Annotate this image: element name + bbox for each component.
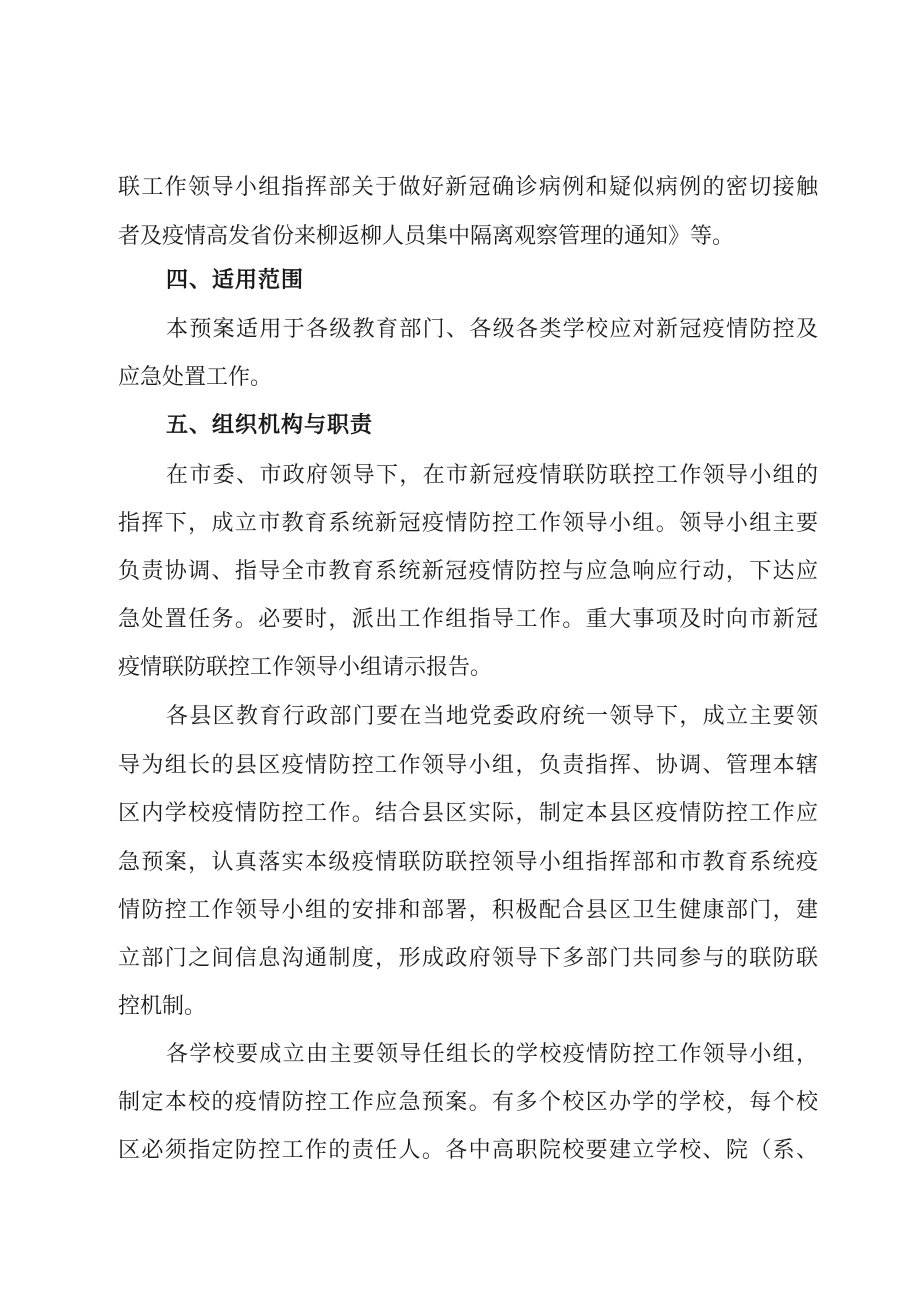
section-heading-organization: 五、组织机构与职责	[166, 413, 374, 438]
text-line: 各县区教育行政部门要在当地党委政府统一领导下，成立主要领	[166, 704, 818, 729]
text-line: 应急处置工作。	[118, 365, 273, 390]
text-line: 指挥下，成立市教育系统新冠疫情防控工作领导小组。领导小组主要	[118, 511, 818, 536]
text-line: 控机制。	[118, 994, 207, 1019]
text-line: 急处置任务。必要时，派出工作组指导工作。重大事项及时向市新冠	[118, 607, 818, 632]
text-line: 疫情联防联控工作领导小组请示报告。	[118, 655, 493, 680]
text-line: 区必须指定防控工作的责任人。各中高职院校要建立学校、院（系、	[118, 1138, 818, 1163]
text-line: 情防控工作领导小组的安排和部署，积极配合县区卫生健康部门，建	[118, 898, 818, 923]
text-line: 在市委、市政府领导下，在市新冠疫情联防联控工作领导小组的	[166, 463, 818, 488]
text-line: 急预案，认真落实本级疫情联防联控领导小组指挥部和市教育系统疫	[118, 850, 818, 875]
text-line: 制定本校的疫情防控工作应急预案。有多个校区办学的学校，每个校	[118, 1090, 818, 1115]
text-line: 负责协调、指导全市教育系统新冠疫情防控与应急响应行动，下达应	[118, 559, 818, 584]
text-line: 各学校要成立由主要领导任组长的学校疫情防控工作领导小组，	[166, 1042, 818, 1067]
text-line: 导为组长的县区疫情防控工作领导小组，负责指挥、协调、管理本辖	[118, 753, 818, 778]
text-line: 本预案适用于各级教育部门、各级各类学校应对新冠疫情防控及	[166, 317, 818, 342]
text-line: 联工作领导小组指挥部关于做好新冠确诊病例和疑似病例的密切接触	[118, 175, 818, 200]
text-line: 立部门之间信息沟通制度，形成政府领导下多部门共同参与的联防联	[118, 946, 818, 971]
text-line: 区内学校疫情防控工作。结合县区实际，制定本县区疫情防控工作应	[118, 801, 818, 826]
section-heading-scope: 四、适用范围	[166, 268, 305, 293]
text-line: 者及疫情高发省份来柳返柳人员集中隔离观察管理的通知》等。	[118, 224, 735, 249]
